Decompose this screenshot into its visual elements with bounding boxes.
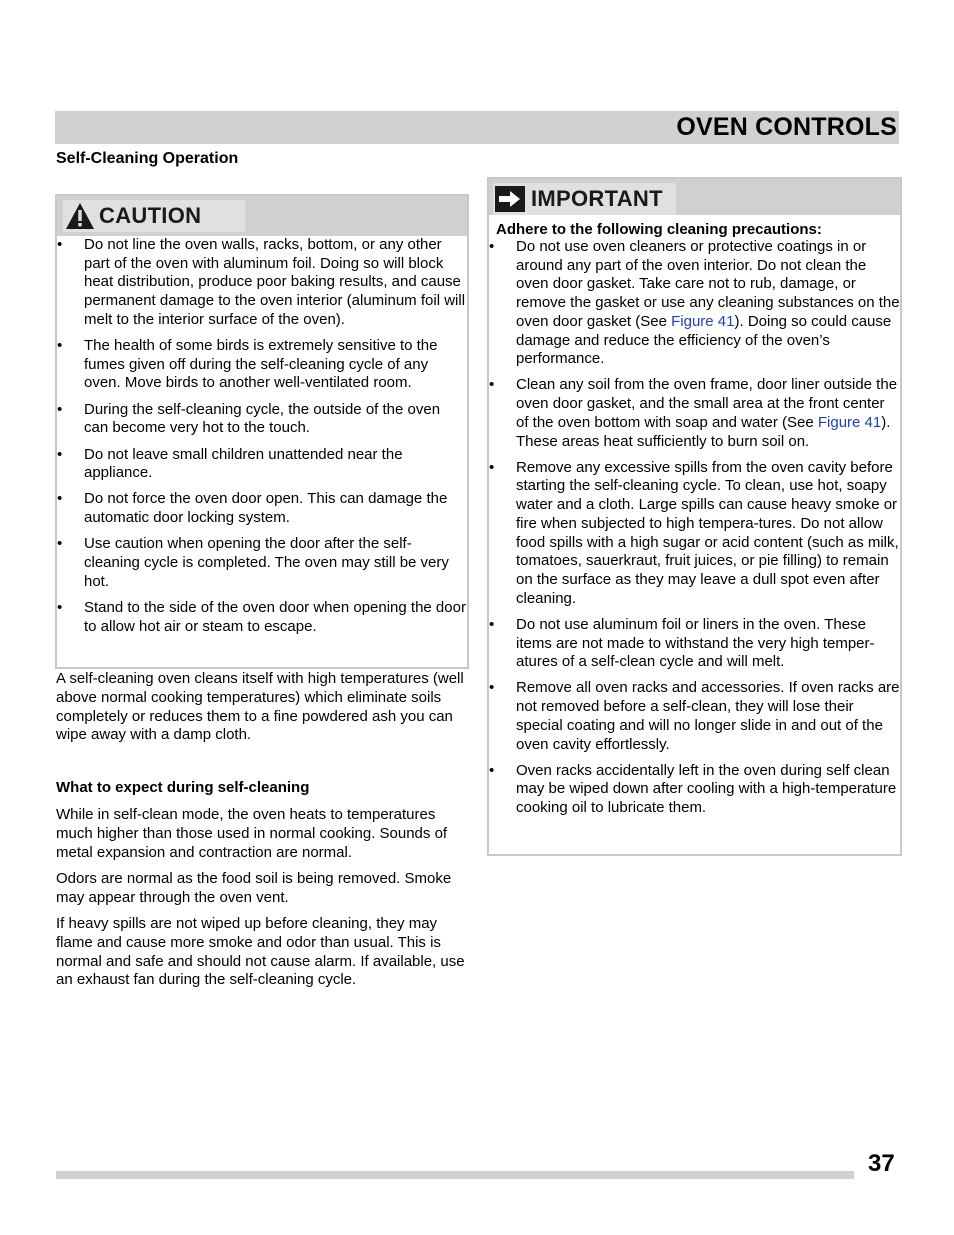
bullet: • [57,236,63,253]
paragraph-spills: If heavy spills are not wiped up before cleaning, they may flame and cause more smoke and odor than usual. This is normal and safe and should not cause alarm. If available, use an exhaust fan during the self-cleaning cycle. [56,915,465,989]
footer-bar [56,1171,854,1179]
caution-item: • The health of some birds is extremely sensitive to the fumes given off during the self-cleaning cycle of any oven. Move birds to another well-ventilated room. [57,337,438,392]
important-item: • Remove any excessive spills from the oven cavity before starting the self-cleaning cycle. To clean, use hot, soapy water and a cloth. Large spills can cause heavy smoke or fire when subjected to high tempera-tures. Do not allow food spills with a high sugar or acid content (such as milk, tomatoes, sauerkraut, fruit juices, or pie filling) to remain on the surface as they may leave a dull spot even after cleaning. [489,458,899,607]
caution-item: • Use caution when opening the door after the self-cleaning cycle is completed. The oven may still be very hot. [57,535,449,590]
bullet: • [57,535,63,553]
bullet: • [57,400,63,418]
caution-item: • Do not force the oven door open. This can damage the automatic door locking system. [57,490,448,527]
caution-tab [63,200,245,232]
important-item: • Do not use aluminum foil or liners in the oven. These items are not made to withstand the very high temper-atures of a self-clean cycle and will melt. [489,615,875,671]
page-title: OVEN CONTROLS [676,113,897,141]
figure-41-link[interactable]: Figure 41 [817,413,882,431]
section-title: Self-Cleaning Operation [56,150,239,167]
caution-label: CAUTION [99,203,202,228]
caution-list [57,236,467,636]
important-intro: Adhere to the following cleaning precautions: [496,221,822,238]
bullet: • [489,376,495,394]
important-header [489,179,900,215]
bullet: • [57,490,63,508]
important-label: IMPORTANT [531,186,663,211]
header-bar [55,111,899,144]
bullet: • [489,238,495,255]
subheading-what-to-expect: What to expect during self-cleaning [56,779,310,796]
figure-41-link[interactable]: Figure 41 [671,312,735,330]
important-box [487,177,902,856]
important-tab [493,183,676,215]
important-item: • Clean any soil from the oven frame, door liner outside the oven door gasket, and the small area at the front center of the oven bottom with soap and water (See Figure 41). These areas heat sufficiently to burn soil on. [489,376,898,450]
bullet: • [489,615,495,633]
caution-header [57,196,467,236]
important-item: • Remove all oven racks and accessories. If oven racks are not removed before a self-clean, they will lose their special coating and will no longer slide in and out of the oven cavity effortlessly. [489,679,900,753]
paragraph-odors: Odors are normal as the food soil is being removed. Smoke may appear through the oven vent. [56,870,452,906]
caution-item: • Stand to the side of the oven door when opening the door to allow hot air or steam to escape. [57,598,466,635]
caution-box [55,194,469,669]
bullet: • [57,598,63,616]
caution-item: • During the self-cleaning cycle, the outside of the oven can become very hot to the touch. [57,400,441,437]
bullet: • [57,445,63,463]
bullet: • [489,761,495,779]
important-list [489,238,900,818]
intro-paragraph: A self-cleaning oven cleans itself with high temperatures (well above normal cooking temperatures) which eliminate soils completely or reduces them to a fine powdered ash you can wipe away with a damp cloth. [56,670,464,744]
bullet: • [489,679,495,697]
important-item: • Do not use oven cleaners or protective coatings in or around any part of the oven interior. Do not clean the oven door gasket. Take care not to rub, damage, or remove the gasket or use any cleaning substances on the oven door gasket (See Figure 41). Doing so could cause damage and reduce the efficiency of the oven’s performance. [489,238,900,368]
page-number: 37 [868,1150,895,1177]
arrow-right-icon [495,186,525,212]
bullet: • [57,337,63,355]
warning-triangle-icon [65,202,95,230]
caution-item: • Do not line the oven walls, racks, bottom, or any other part of the oven with aluminum foil. Doing so will block heat distribution, produce poor baking results, and cause permanent damage to the oven interior (aluminum foil will melt to the interior surface of the oven). [57,236,466,328]
paragraph-heat: While in self-clean mode, the oven heats to temperatures much higher than those used in normal cooking. Sounds of metal expansion and contraction are normal. [56,806,448,861]
bullet: • [489,458,495,476]
caution-item: • Do not leave small children unattended near the appliance. [57,445,403,482]
important-item: • Oven racks accidentally left in the oven during self clean may be wiped down after cooling with a high-temperature cooking oil to lubricate them. [489,761,897,817]
